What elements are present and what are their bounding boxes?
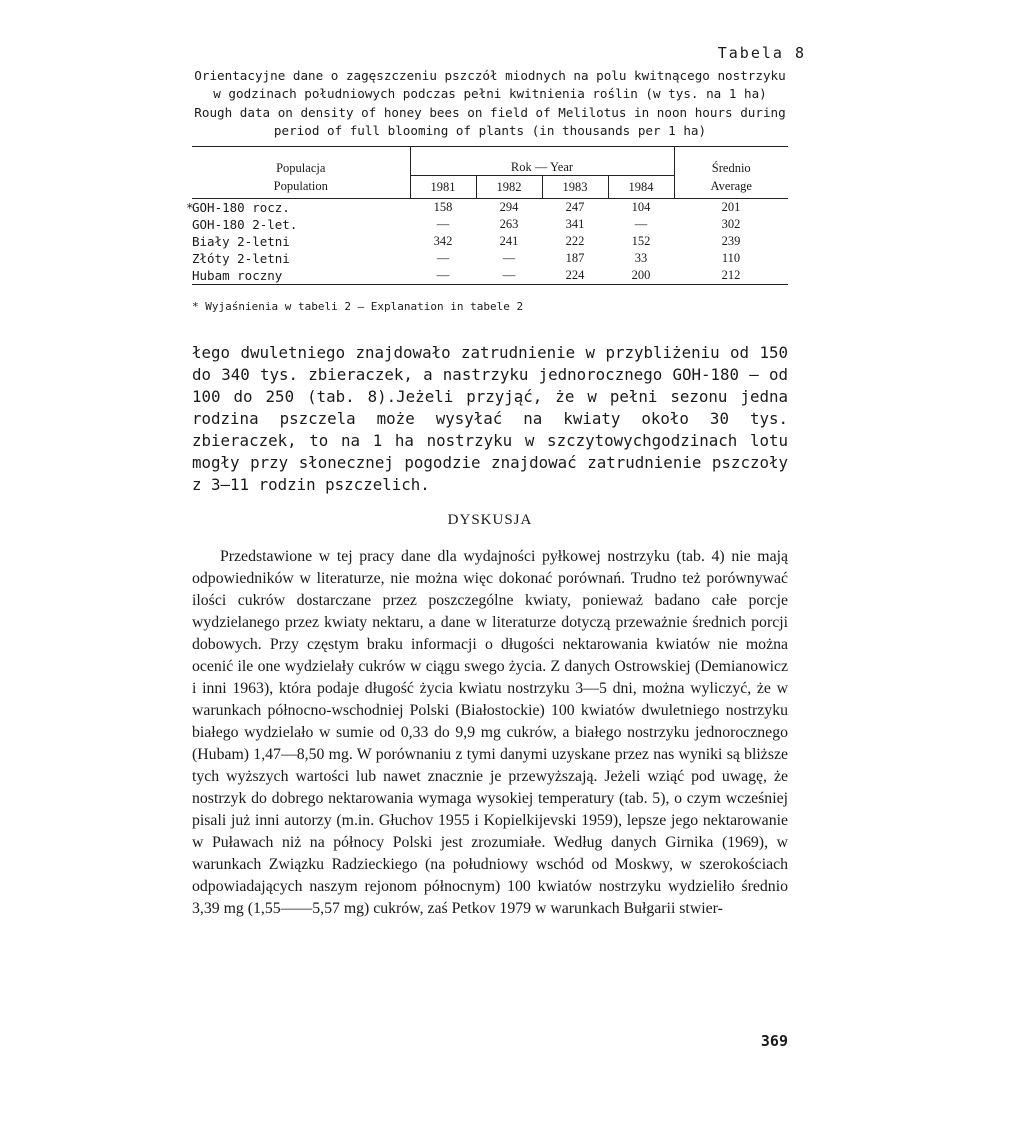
value-cell: 104 <box>631 200 651 214</box>
population-cell: Biały 2-letni <box>192 234 290 249</box>
value-cell: 241 <box>499 234 519 248</box>
value-cell: 294 <box>499 200 519 214</box>
header-average-en: Average <box>674 176 788 199</box>
header-population-en: Population <box>192 176 410 199</box>
table-row <box>192 267 788 285</box>
header-year-1983: 1983 <box>542 176 608 199</box>
table-row <box>192 199 788 217</box>
footnote-marker: * <box>186 200 194 215</box>
table-row <box>192 250 788 267</box>
value-cell: — <box>634 217 648 231</box>
value-cell: 33 <box>634 251 648 265</box>
value-cell: — <box>410 267 476 285</box>
value-cell: — <box>476 267 542 285</box>
page-number: 369 <box>760 1032 788 1050</box>
table-caption-polish: Orientacyjne dane o zagęszczeniu pszczół miodnych na polu kwitnącego nostrzyku w godzinach południowych podczas pełni kwitnienia roślin (w tys. na 1 ha) <box>194 68 786 101</box>
value-cell: 222 <box>565 234 585 248</box>
value-cell: 152 <box>631 234 651 248</box>
density-table <box>186 146 788 285</box>
header-population-pl: Populacja <box>192 147 410 176</box>
value-cell: 247 <box>565 200 585 214</box>
value-cell: 200 <box>608 267 674 285</box>
header-year-1984: 1984 <box>608 176 674 199</box>
average-cell: 302 <box>721 217 741 231</box>
population-cell: Złóty 2-letni <box>192 251 290 266</box>
average-cell: 239 <box>721 234 741 248</box>
table-label: Tabela 8 <box>717 44 806 62</box>
header-average-pl: Średnio <box>674 147 788 176</box>
average-cell: 110 <box>721 251 741 265</box>
value-cell: 224 <box>542 267 608 285</box>
section-heading: DYSKUSJA <box>447 512 533 528</box>
population-cell: * GOH-180 rocz. <box>186 200 290 215</box>
table-header-row-2 <box>192 176 788 199</box>
table-row <box>192 216 788 233</box>
average-cell: 201 <box>721 200 741 214</box>
table-row <box>192 233 788 250</box>
paragraph-2: Przedstawione w tej pracy dane dla wydajności pyłkowej nostrzyku (tab. 4) nie mają odpowiedników w literaturze, nie można więc dokonać porównań. Trudno też porównywać ilości cukrów dostarczane przez poszczególne kwiaty, ponieważ badano całe porcje wydzielanego przez kwiaty nektaru, a dane w literaturze dotyczą przeważnie średnich porcji dobowych. Przy częstym braku informacji o długości nektarowania kwiatów nie można ocenić ile one wydzielały cukrów w ciągu swego życia. Z danych Ostrowskiej (Demianowicz i inni 1963), która podaje długość życia kwiatu nostrzyku 3—5 dni, można wyliczyć, że w warunkach północno-wschodniej Polski (Białostockie) 100 kwiatów dwuletniego nostrzyku białego wydzielało w sumie od 0,33 do 9,9 mg cukrów, a białego nostrzyku jednorocznego (Hubam) 1,47—8,50 mg. W porównaniu z tymi danymi uzyskane przez nas wyniki są bliższe tych wyższych wartości lub nawet znacznie je przewyższają. Jeżeli wziąć pod uwagę, że nostrzyk do dobrego nektarowania wymaga wysokiej temperatury (tab. 5), o czym wcześniej pisali już inni autorzy (m.in. Głuchov 1955 i Kopielkijevski 1959), lepsze jego nektarowanie w Puławach niż na północy Polski jest zrozumiałe. Według danych Girnika (1969), w warunkach Związku Radzieckiego (na południowy wschód od Moskwy, w szerokościach odpowiadających naszym rejonom północnym) 100 kwiatów nostrzyku wydzieliło średnio 3,39 mg (1,55——5,57 mg) cukrów, zaś Petkov 1979 w warunkach Bułgarii stwier- <box>192 548 788 917</box>
population-cell: Hubam roczny <box>192 267 410 285</box>
value-cell: 342 <box>433 234 453 248</box>
table-header-row-1 <box>192 147 788 176</box>
paragraph-1: łego dwuletniego znajdowało zatrudnienie w przybliżeniu od 150 do 340 tys. zbieraczek, a nastrzyku jednorocznego GOH-180 — od 100 do 250 (tab. 8).Jeżeli przyjąć, że w pełni sezonu jedna rodzina pszczela może wysyłać na kwiaty około 30 tys. zbieraczek, to na 1 ha nostrzyku w szczytowychgodzinach lotu mogły przy słonecznej pogodzie znajdować zatrudnienie pszczoły z 3—11 rodzin pszczelich. <box>192 343 788 494</box>
table-footnote: * Wyjaśnienia w tabeli 2 — Explanation in tabele 2 <box>192 300 524 313</box>
value-cell: 341 <box>565 217 585 231</box>
average-cell: 212 <box>674 267 788 285</box>
value-cell: — <box>436 217 450 231</box>
header-year-1982: 1982 <box>476 176 542 199</box>
value-cell: 187 <box>565 251 585 265</box>
header-year-1981: 1981 <box>410 176 476 199</box>
population-cell: GOH-180 2-let. <box>192 217 298 232</box>
header-year: Rok — Year <box>410 147 674 176</box>
value-cell: — <box>436 251 450 265</box>
table-caption-english: Rough data on density of honey bees on field of Melilotus in noon hours during period of full blooming of plants (in thousands per 1 ha) <box>194 105 786 138</box>
value-cell: 263 <box>499 217 519 231</box>
value-cell: 158 <box>433 200 453 214</box>
value-cell: — <box>502 251 516 265</box>
